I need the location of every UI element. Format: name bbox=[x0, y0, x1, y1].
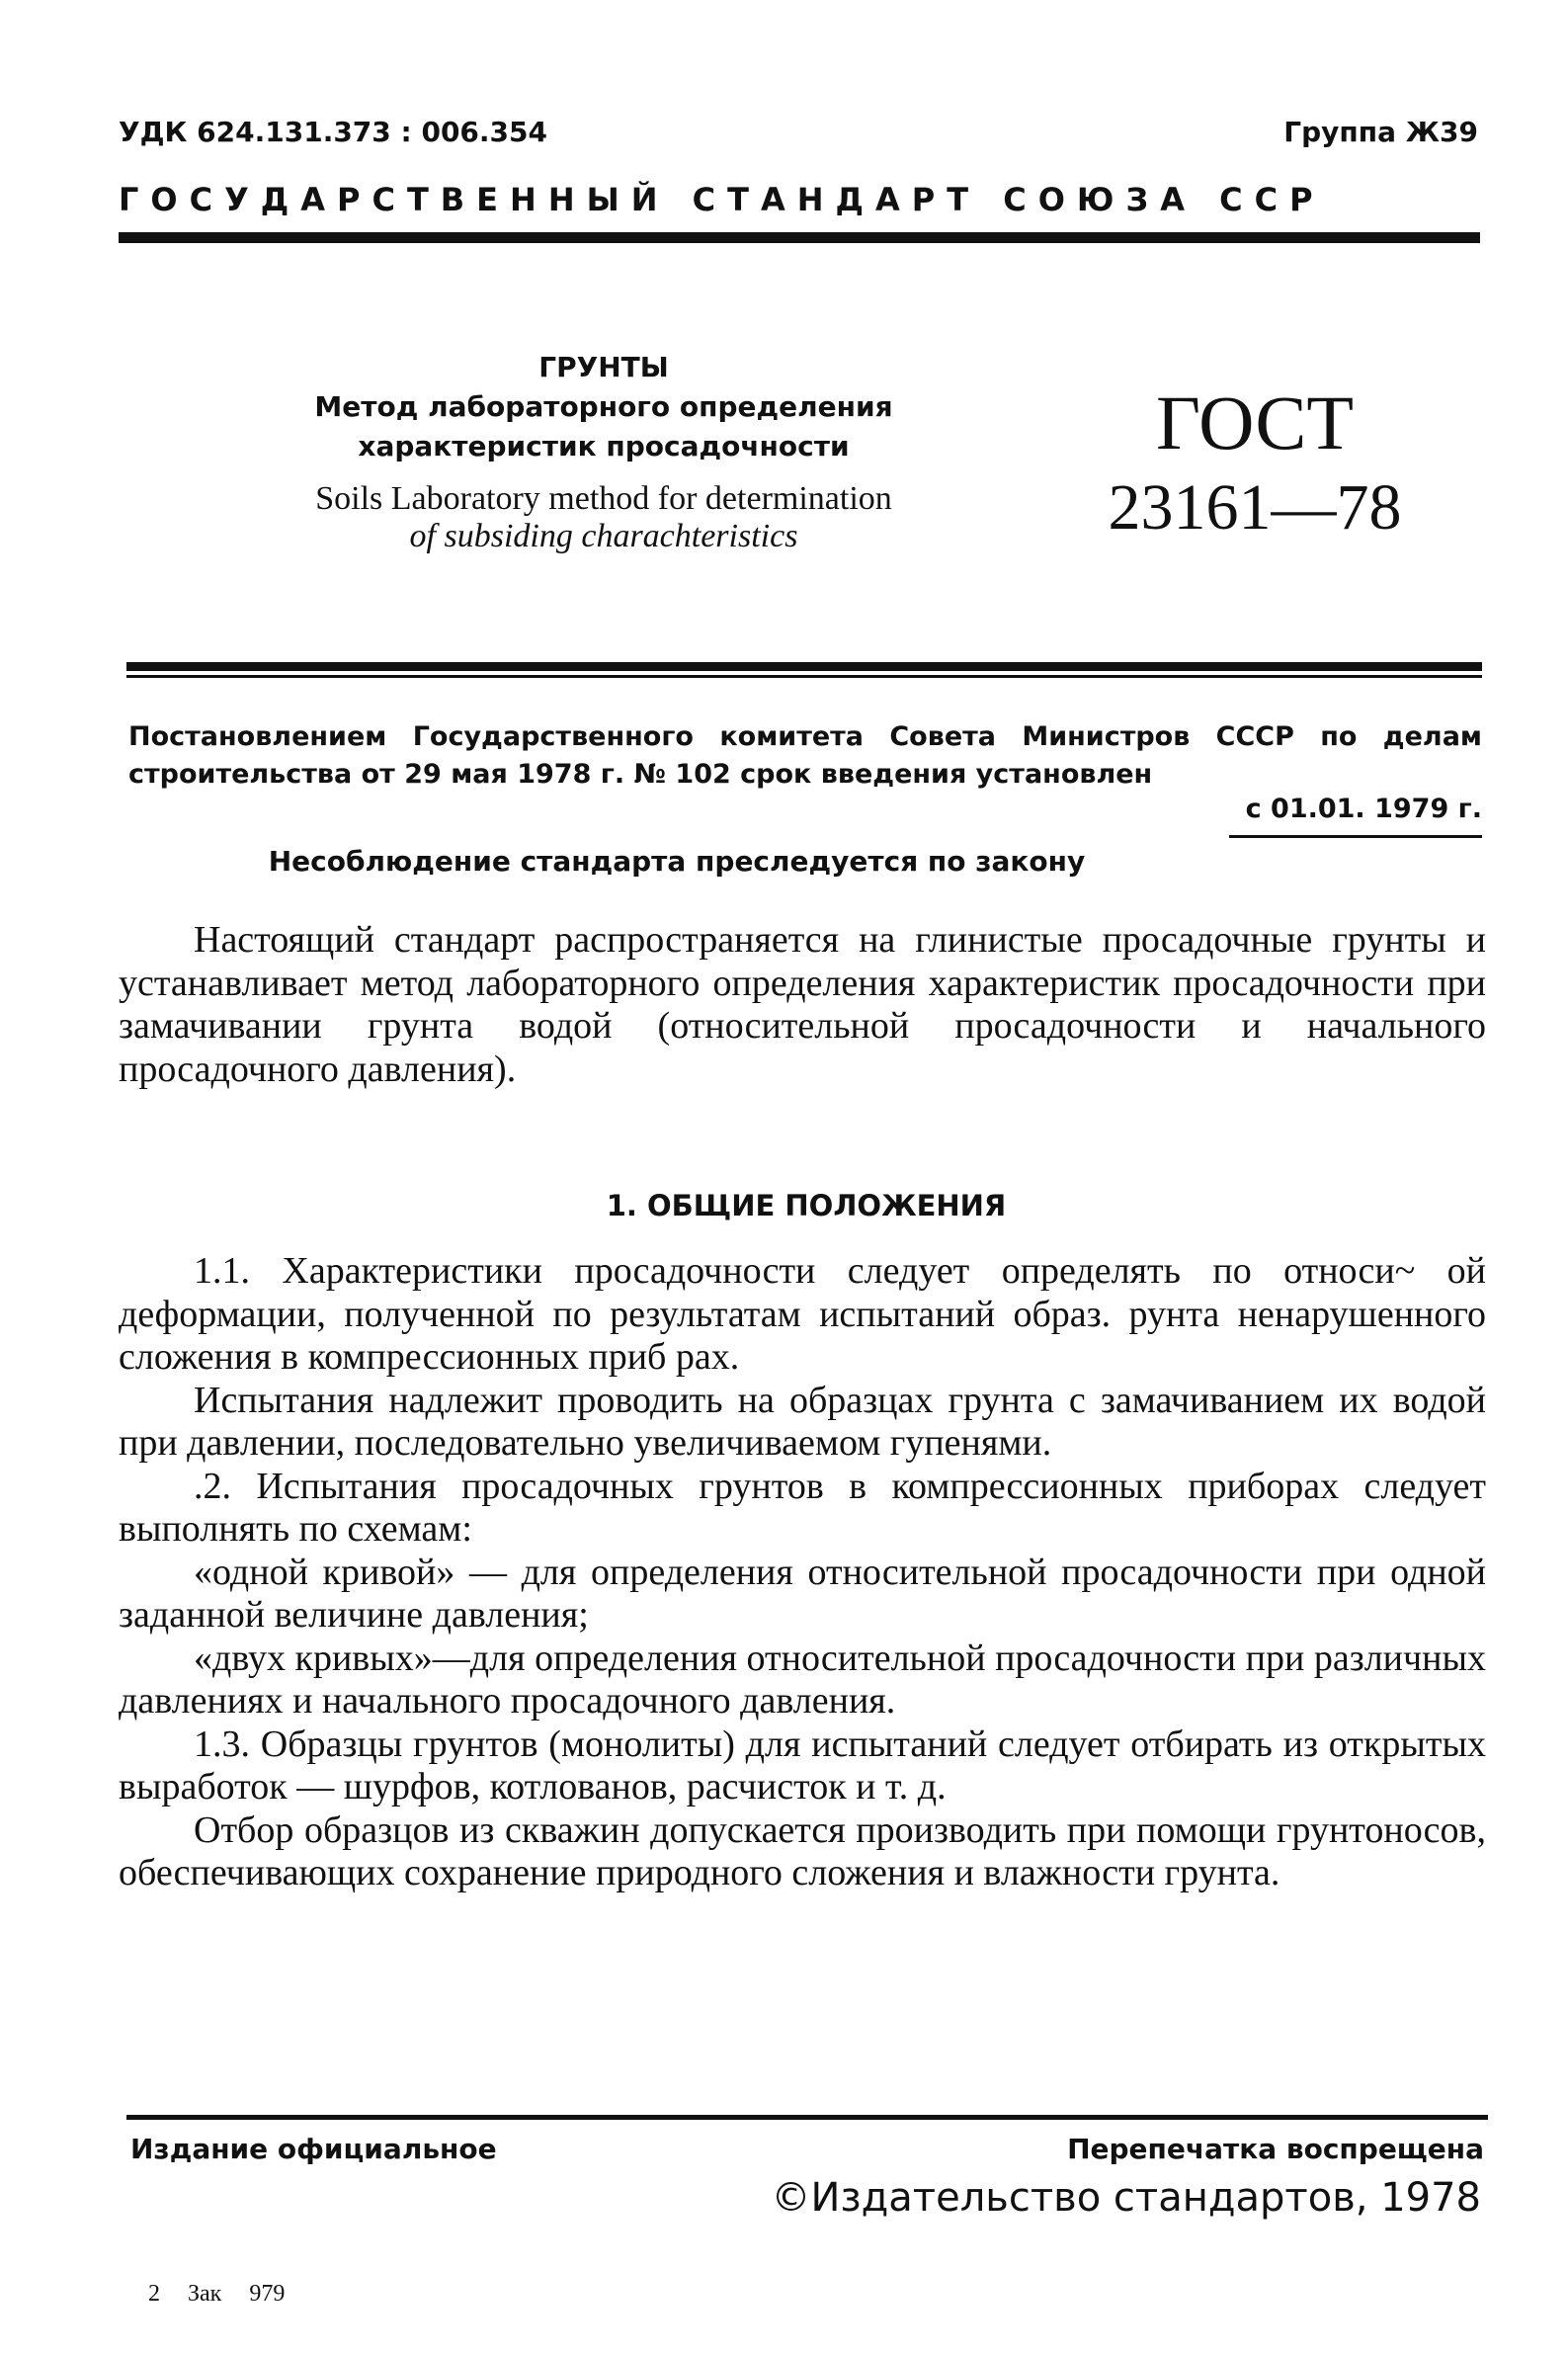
gost-designation bbox=[1092, 380, 1418, 550]
scheme-one-curve: «одной кривой» — для определения относительной просадочности при одной заданной величине давления; bbox=[119, 1551, 1486, 1636]
footer-rule bbox=[126, 2115, 1488, 2120]
scope-text: Настоящий стандарт распространяется на глинистые просадочные грунты и устанавливает метод лабораторного определения характеристик просадочности при замачивании грунта водой (относительной просадочности и начального просадочного давления). bbox=[119, 919, 1486, 1090]
clause-1-1-testing: Испытания надлежит проводить на образцах грунта с замачиванием их водой при давлении, последовательно увеличиваемом гупенями. bbox=[119, 1379, 1486, 1464]
gost-number: 23161—78 bbox=[1108, 471, 1402, 544]
title-rule-thick bbox=[126, 662, 1482, 671]
clause-1-2: .2. Испытания просадочных грунтов в компрессионных приборах следует выполнять по схемам: bbox=[119, 1465, 1486, 1550]
effective-date-underline bbox=[1229, 835, 1482, 838]
scheme-two-curves: «двух кривых»—для определения относительной просадочности при различных давлениях и начального просадочного давления. bbox=[119, 1637, 1486, 1722]
decree-text: Постановлением Государственного комитета Совета Министров СССР по делам строительства от 29 мая 1978 г. № 102 срок введения установлен bbox=[128, 721, 1482, 790]
clause-1-3: 1.3. Образцы грунтов (монолиты) для испытаний следует отбирать из открытых выработок — шурфов, котлованов, расчисток и т. д. bbox=[119, 1723, 1486, 1807]
clause-1-3-boreholes: Отбор образцов из скважин допускается производить при помощи грунтоносов, обеспечивающих сохранение природного сложения и влажности грунта. bbox=[119, 1808, 1486, 1893]
title-rule-thin bbox=[126, 675, 1482, 678]
document-title bbox=[194, 348, 1014, 555]
title-english-line-1: Soils Laboratory method for determination bbox=[315, 480, 892, 517]
copyright-notice: ©Издательство стандартов, 1978 bbox=[771, 2175, 1481, 2221]
section-1-body bbox=[119, 1250, 1486, 1895]
print-order-number: 2 Зак 979 bbox=[148, 2281, 286, 2307]
udk-code: УДК 624.131.373 : 006.354 bbox=[119, 116, 547, 148]
reprint-prohibited-label: Перепечатка воспрещена bbox=[1067, 2133, 1484, 2165]
enforcement-note: Несоблюдение стандарта преследуется по закону bbox=[268, 845, 1086, 878]
section-1-heading: 1. ОБЩИЕ ПОЛОЖЕНИЯ bbox=[606, 1189, 1007, 1222]
header-rule bbox=[119, 232, 1480, 243]
title-main: ГРУНТЫ bbox=[538, 351, 669, 383]
title-line-2: Метод лабораторного определения bbox=[314, 390, 893, 423]
group-code: Группа Ж39 bbox=[1283, 116, 1478, 148]
title-line-3: характеристик просадочности bbox=[358, 430, 850, 462]
official-edition-label: Издание официальное bbox=[130, 2133, 497, 2165]
effective-date: с 01.01. 1979 г. bbox=[1245, 794, 1482, 824]
scope-paragraph bbox=[119, 919, 1486, 1091]
gost-label: ГОСТ bbox=[1155, 379, 1355, 465]
title-english-line-2: of subsiding charachteristics bbox=[409, 518, 798, 554]
clause-1-1: 1.1. Характеристики просадочности следует определять по относи~ ой деформации, полученной по результатам испытаний образ. рунта ненарушенного сложения в компрессионных приб рах. bbox=[119, 1250, 1486, 1378]
state-standard-banner: ГОСУДАРСТВЕННЫЙ СТАНДАРТ СОЮЗА ССР bbox=[119, 181, 1325, 218]
